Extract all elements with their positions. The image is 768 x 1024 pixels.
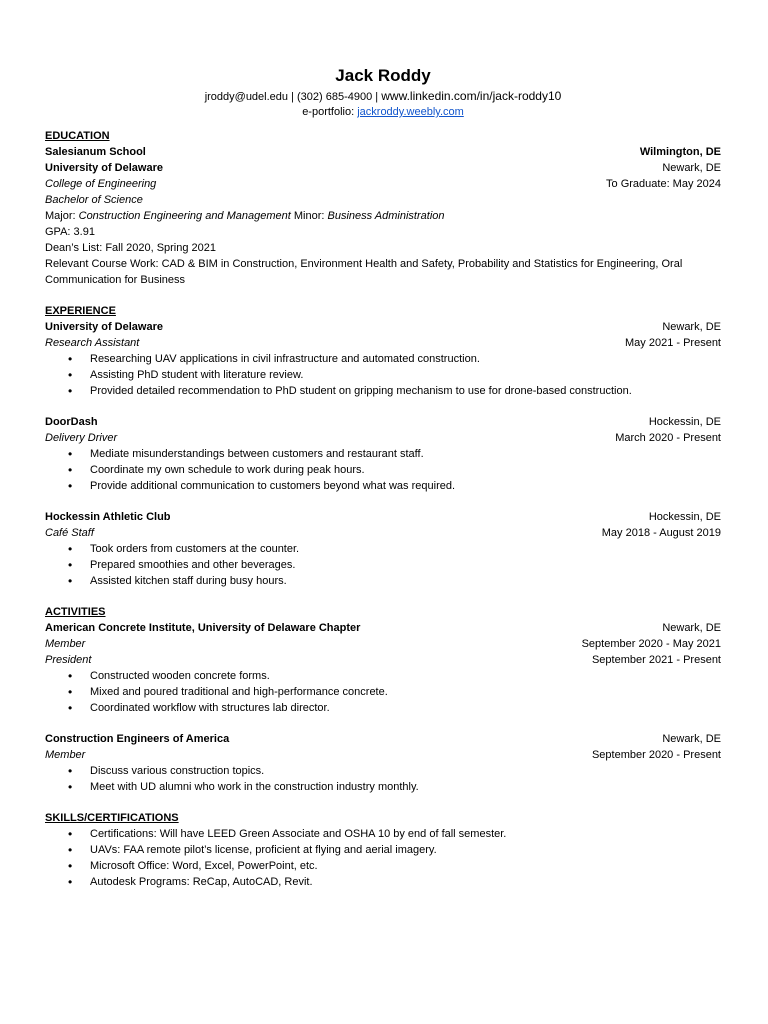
activity-role: Member xyxy=(45,749,86,761)
list-item: • Microsoft Office: Word, Excel, PowerPoint, etc. xyxy=(90,858,721,874)
activity-bullets xyxy=(45,668,721,716)
portfolio-label: e-portfolio: xyxy=(302,106,358,118)
education-college-row xyxy=(45,176,721,192)
job-bullets xyxy=(45,351,721,399)
job-dates: March 2020 - Present xyxy=(615,432,721,444)
activity-org-row xyxy=(45,731,721,747)
list-item: • Provide additional communication to customers beyond what was required. xyxy=(90,478,721,494)
job-role: Café Staff xyxy=(45,527,94,539)
activity-dates: September 2020 - Present xyxy=(591,749,721,761)
job-role-row xyxy=(45,430,721,446)
candidate-name: Jack Roddy xyxy=(335,66,431,85)
activity-dates: September 2021 - Present xyxy=(591,654,721,666)
job-org: Hockessin Athletic Club xyxy=(45,511,171,523)
job-org-row xyxy=(45,414,721,430)
major: Construction Engineering and Management xyxy=(78,210,291,222)
major-minor xyxy=(45,208,721,224)
list-item: • Provided detailed recommendation to PhD student on gripping mechanism to use for drone-based construction. xyxy=(90,383,721,399)
experience-heading: EXPERIENCE xyxy=(45,305,116,317)
education-school-2 xyxy=(45,160,721,176)
major-label: Major: xyxy=(45,210,79,222)
list-item: • Assisting PhD student with literature review. xyxy=(90,367,721,383)
job-org: University of Delaware xyxy=(45,321,163,333)
separator: | xyxy=(372,91,382,103)
list-item: • Meet with UD alumni who work in the construction industry monthly. xyxy=(90,779,721,795)
education-heading: EDUCATION xyxy=(45,130,110,142)
email[interactable]: jroddy@udel.edu xyxy=(204,91,289,103)
deans-list: Dean’s List: Fall 2020, Spring 2021 xyxy=(45,242,217,254)
job-dates: May 2021 - Present xyxy=(625,337,721,349)
school-location: Wilmington, DE xyxy=(639,146,721,158)
list-item: • Autodesk Programs: ReCap, AutoCAD, Revit. xyxy=(90,874,721,890)
school-location: Newark, DE xyxy=(662,162,721,174)
activity-entry xyxy=(45,620,721,716)
graduation-date: To Graduate: May 2024 xyxy=(606,178,721,190)
resume-content xyxy=(45,65,721,890)
school-name: Salesianum School xyxy=(45,146,146,158)
activities-heading: ACTIVITIES xyxy=(45,606,106,618)
phone: (302) 685-4900 xyxy=(297,91,373,103)
list-item: • Prepared smoothies and other beverages. xyxy=(90,557,721,573)
list-item: • Mediate misunderstandings between customers and restaurant staff. xyxy=(90,446,721,462)
activity-role-row xyxy=(45,747,721,763)
job-role-row xyxy=(45,335,721,351)
linkedin-url[interactable]: www.linkedin.com/in/jack-roddy10 xyxy=(381,89,562,103)
minor-label: Minor: xyxy=(290,210,328,222)
job-entry xyxy=(45,319,721,399)
list-item: • Took orders from customers at the counter. xyxy=(90,541,721,557)
job-location: Newark, DE xyxy=(662,321,721,333)
job-org: DoorDash xyxy=(45,416,98,428)
job-role: Research Assistant xyxy=(45,337,140,349)
skills-heading: SKILLS/CERTIFICATIONS xyxy=(45,812,179,824)
gpa: GPA: 3.91 xyxy=(45,226,95,238)
list-item: • UAVs: FAA remote pilot’s license, proficient at flying and aerial imagery. xyxy=(90,842,721,858)
education-school-1 xyxy=(45,144,721,160)
activity-role-row xyxy=(45,636,721,652)
activity-entry xyxy=(45,731,721,795)
job-org-row xyxy=(45,509,721,525)
skills-bullets xyxy=(45,826,721,890)
job-location: Hockessin, DE xyxy=(648,416,721,428)
activity-role-row xyxy=(45,652,721,668)
activity-org: American Concrete Institute, University of Delaware Chapter xyxy=(45,622,361,634)
list-item: • Researching UAV applications in civil infrastructure and automated construction. xyxy=(90,351,721,367)
list-item: • Coordinated workflow with structures lab director. xyxy=(90,700,721,716)
job-location: Hockessin, DE xyxy=(648,511,721,523)
job-bullets xyxy=(45,541,721,589)
job-bullets xyxy=(45,446,721,494)
job-entry xyxy=(45,414,721,494)
job-entry xyxy=(45,509,721,589)
college-name: College of Engineering xyxy=(45,178,157,190)
job-dates: May 2018 - August 2019 xyxy=(601,527,721,539)
portfolio-line xyxy=(45,105,721,120)
activity-org-row xyxy=(45,620,721,636)
list-item: • Discuss various construction topics. xyxy=(90,763,721,779)
portfolio-link[interactable]: jackroddy.weebly.com xyxy=(357,106,464,118)
job-role-row xyxy=(45,525,721,541)
list-item: • Constructed wooden concrete forms. xyxy=(90,668,721,684)
activity-role: President xyxy=(45,654,92,666)
coursework: Relevant Course Work: CAD & BIM in Construction, Environment Health and Safety, Probability and Statistics for Engineering, Oral Communication for Business xyxy=(45,258,683,286)
contact-line xyxy=(45,89,721,105)
list-item: • Assisted kitchen staff during busy hours. xyxy=(90,573,721,589)
list-item: • Mixed and poured traditional and high-performance concrete. xyxy=(90,684,721,700)
minor: Business Administration xyxy=(327,210,445,222)
list-item: • Coordinate my own schedule to work during peak hours. xyxy=(90,462,721,478)
activity-role: Member xyxy=(45,638,86,650)
activity-bullets xyxy=(45,763,721,795)
activity-dates: September 2020 - May 2021 xyxy=(581,638,721,650)
job-role: Delivery Driver xyxy=(45,432,118,444)
degree: Bachelor of Science xyxy=(45,194,143,206)
activity-location: Newark, DE xyxy=(662,733,721,745)
list-item: • Certifications: Will have LEED Green Associate and OSHA 10 by end of fall semester. xyxy=(90,826,721,842)
job-org-row xyxy=(45,319,721,335)
separator: | xyxy=(288,91,298,103)
activity-location: Newark, DE xyxy=(662,622,721,634)
school-name: University of Delaware xyxy=(45,162,163,174)
activity-org: Construction Engineers of America xyxy=(45,733,230,745)
